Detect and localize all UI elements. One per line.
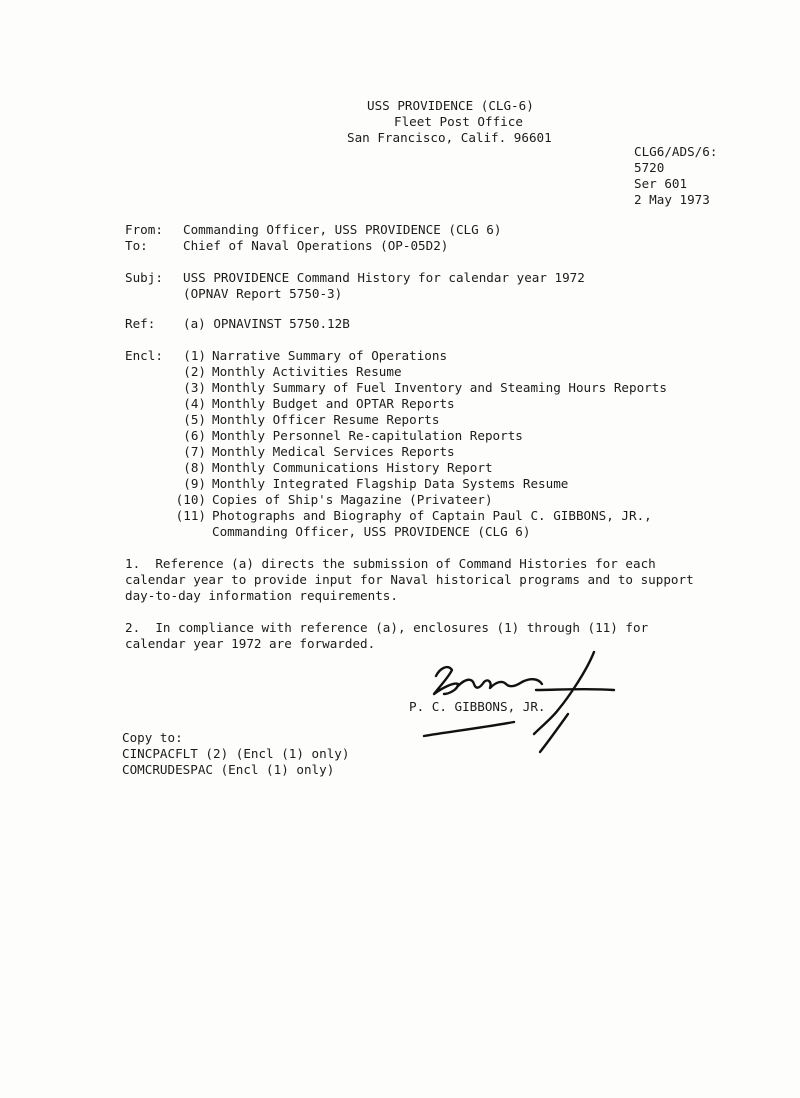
enclosure-number: (2) (183, 364, 206, 379)
enclosure-number: (10) (175, 492, 206, 507)
enclosure-number: (5) (183, 412, 206, 427)
subj-line-2: (OPNAV Report 5750-3) (183, 286, 343, 301)
enclosure-number: (6) (183, 428, 206, 443)
enclosure-text: Monthly Officer Resume Reports (212, 412, 440, 427)
enclosure-text-continued: Commanding Officer, USS PROVIDENCE (CLG 6) (212, 524, 531, 539)
letterhead-fpo: Fleet Post Office (394, 114, 523, 129)
enclosure-text: Monthly Summary of Fuel Inventory and Steaming Hours Reports (212, 380, 667, 395)
paragraph-1-line-2: calendar year to provide input for Naval historical programs and to support (125, 572, 694, 587)
paragraph-2-line-1: 2. In compliance with reference (a), enclosures (1) through (11) for (125, 620, 649, 635)
enclosure-number: (3) (183, 380, 206, 395)
file-code: CLG6/ADS/6: (634, 144, 718, 159)
ssic: 5720 (634, 160, 665, 175)
paragraph-1-line-3: day-to-day information requirements. (125, 588, 398, 603)
enclosure-text: Photographs and Biography of Captain Paul C. GIBBONS, JR., (212, 508, 652, 523)
letterhead-ship: USS PROVIDENCE (CLG-6) (367, 98, 534, 113)
enclosure-text: Monthly Budget and OPTAR Reports (212, 396, 455, 411)
serial-number: Ser 601 (634, 176, 688, 191)
subj-line-1: USS PROVIDENCE Command History for calendar year 1972 (183, 270, 585, 285)
enclosure-text: Monthly Medical Services Reports (212, 444, 455, 459)
copy-to-label: Copy to: (122, 730, 183, 745)
enclosure-text: Narrative Summary of Operations (212, 348, 448, 363)
enclosure-number: (8) (183, 460, 206, 475)
to-value: Chief of Naval Operations (OP-05D2) (183, 238, 449, 253)
copy-to-recipient-1: CINCPACFLT (2) (Encl (1) only) (122, 746, 350, 761)
ref-label: Ref: (125, 316, 156, 331)
to-label: To: (125, 238, 148, 253)
typed-signature-name: P. C. GIBBONS, JR. (409, 699, 546, 714)
copy-to-recipient-2: COMCRUDESPAC (Encl (1) only) (122, 762, 335, 777)
from-value: Commanding Officer, USS PROVIDENCE (CLG 6) (183, 222, 502, 237)
letter-date: 2 May 1973 (634, 192, 710, 207)
enclosure-text: Monthly Activities Resume (212, 364, 402, 379)
from-label: From: (125, 222, 163, 237)
subj-label: Subj: (125, 270, 163, 285)
enclosure-number: (4) (183, 396, 206, 411)
encl-label: Encl: (125, 348, 163, 363)
enclosure-text: Monthly Integrated Flagship Data Systems Resume (212, 476, 569, 491)
enclosure-number: (11) (175, 508, 206, 523)
enclosure-text: Copies of Ship's Magazine (Privateer) (212, 492, 493, 507)
ref-value: (a) OPNAVINST 5750.12B (183, 316, 350, 331)
enclosure-number: (1) (183, 348, 206, 363)
enclosure-text: Monthly Personnel Re-capitulation Reports (212, 428, 523, 443)
enclosure-number: (9) (183, 476, 206, 491)
enclosure-text: Monthly Communications History Report (212, 460, 493, 475)
enclosure-number: (7) (183, 444, 206, 459)
paragraph-1-line-1: 1. Reference (a) directs the submission of Command Histories for each (125, 556, 656, 571)
letterhead-address: San Francisco, Calif. 96601 (347, 130, 552, 145)
paragraph-2-line-2: calendar year 1972 are forwarded. (125, 636, 376, 651)
